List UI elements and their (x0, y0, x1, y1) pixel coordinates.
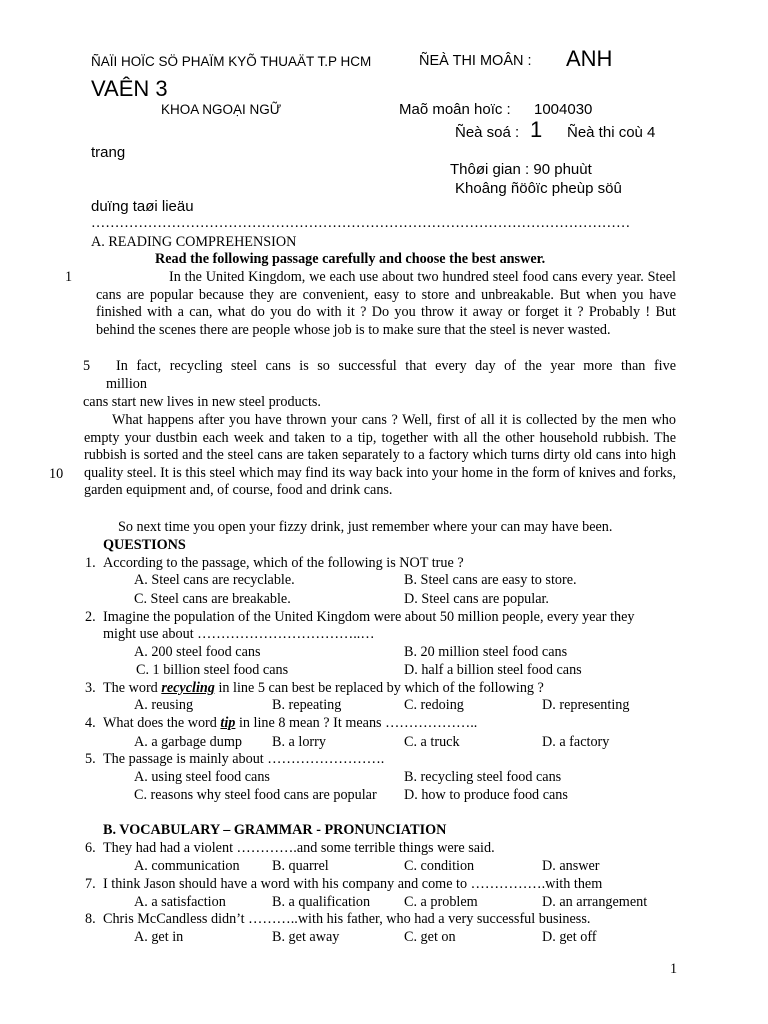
answer-option[interactable]: B. quarrel (272, 858, 329, 874)
answer-option[interactable]: C. condition (404, 858, 475, 874)
question-text-a: The word (103, 680, 162, 696)
pages-label: Ñeà thi coù 4 (567, 124, 656, 141)
line-number-5: 5 (83, 358, 91, 374)
answer-option[interactable]: A. a satisfaction (134, 894, 226, 910)
answer-option[interactable]: B. recycling steel food cans (404, 769, 562, 785)
exam-subject: ANH (566, 46, 613, 71)
passage-paragraph-1: In the United Kingdom, we each use about two hundred steel food cans every year. Steel cans are popular because they are convenient, easy to store and unbreakable. But when you have finished with a can, what do you do with it ? Do you throw it away or forget it ? Probably ! But behind the scenes there are people whose job is to make sure that the steel is never wasted. (96, 269, 676, 338)
answer-option[interactable]: D. half a billion steel food cans (404, 662, 582, 678)
exam-number: 1 (530, 117, 543, 142)
question-number: 4. (85, 715, 96, 731)
passage-paragraph-4: So next time you open your fizzy drink, just remember where your can may have been. (118, 519, 613, 535)
answer-option[interactable]: C. 1 billion steel food cans (136, 662, 289, 678)
question-number: 7. (85, 876, 96, 892)
answer-option[interactable]: D. an arrangement (542, 894, 648, 910)
answer-option[interactable]: C. a truck (404, 734, 460, 750)
question-text: I think Jason should have a word with his company and come to …………….with them (103, 876, 603, 892)
question-number: 1. (85, 555, 96, 571)
answer-option[interactable]: C. get on (404, 929, 456, 945)
passage-paragraph-2a: In fact, recycling steel cans is so successful that every day of the year more than five (116, 358, 676, 374)
answer-option[interactable]: C. a problem (404, 894, 478, 910)
question-text: Chris McCandless didn’t ………..with his father, who had a very successful business. (103, 911, 591, 927)
answer-option[interactable]: B. a lorry (272, 734, 326, 750)
section-a-instruction: Read the following passage carefully and choose the best answer. (155, 251, 546, 267)
question-text (103, 715, 477, 733)
line-number-1: 1 (65, 269, 73, 285)
question-text: According to the passage, which of the following is NOT true ? (103, 555, 464, 571)
answer-option[interactable]: C. redoing (404, 697, 464, 713)
keyword: recycling (161, 680, 215, 696)
keyword: tip (220, 715, 236, 731)
question-text-c: in line 8 mean ? It means ……………….. (235, 715, 478, 731)
question-number: 6. (85, 840, 96, 856)
answer-option[interactable]: C. Steel cans are breakable. (134, 591, 291, 607)
section-b-title: B. VOCABULARY – GRAMMAR - PRONUNCIATION (103, 822, 447, 838)
answer-option[interactable]: A. a garbage dump (134, 734, 242, 750)
question-number: 3. (85, 680, 96, 696)
question-number: 2. (85, 609, 96, 625)
passage-paragraph-3: What happens after you have thrown your cans ? Well, first of all it is collected by the men who empty your dustbin each week and taken to a tip, together with all the other household rubbish. The rubbish is sorted and the steel cans are taken separately to a factory which turns dirty old cans into high quality steel. It is this steel which may find its way back into your home in the form of knives and forks, garden equipment and, of course, food and drink cans. (84, 412, 676, 499)
school-name: ÑAÏI HOÏC SÖ PHAÏM KYÕ THUAÄT T.P HCM (91, 54, 372, 69)
passage-paragraph-2c: cans start new lives in new steel products. (83, 394, 321, 410)
answer-option[interactable]: C. reasons why steel food cans are popular (134, 787, 377, 803)
question-number: 5. (85, 751, 96, 767)
answer-option[interactable]: B. 20 million steel food cans (404, 644, 568, 660)
question-text: Imagine the population of the United Kingdom were about 50 million people, every year they (103, 609, 635, 625)
answer-option[interactable]: B. get away (272, 929, 340, 945)
line-number-10: 10 (49, 466, 64, 482)
question-text-a: What does the word (103, 715, 221, 731)
question-text-c: in line 5 can best be replaced by which of the following ? (214, 680, 544, 696)
answer-option[interactable]: D. Steel cans are popular. (404, 591, 549, 607)
answer-option[interactable]: D. a factory (542, 734, 610, 750)
answer-option[interactable]: D. answer (542, 858, 600, 874)
course-code: 1004030 (534, 101, 593, 118)
answer-option[interactable]: A. reusing (134, 697, 194, 713)
questions-title: QUESTIONS (103, 537, 186, 553)
question-text: They had had a violent ………….and some terrible things were said. (103, 840, 495, 856)
answer-option[interactable]: A. 200 steel food cans (134, 644, 261, 660)
answer-option[interactable]: D. get off (542, 929, 597, 945)
divider-dots: …………………………………………………………………………………………………… (91, 215, 631, 231)
question-text (103, 680, 544, 698)
question-number: 8. (85, 911, 96, 927)
exam-title-prefix: ÑEÀ THI MOÂN : (419, 53, 532, 69)
section-a-title: A. READING COMPREHENSION (91, 234, 297, 250)
exam-time: Thôøi gian : 90 phuùt (450, 161, 592, 178)
exam-subject-line2: VAÊN 3 (91, 76, 168, 101)
answer-option[interactable]: A. using steel food cans (134, 769, 270, 785)
materials-note-2: duïng taøi lieäu (91, 198, 194, 215)
exam-number-label: Ñeà soá : (455, 124, 520, 141)
page-number: 1 (670, 961, 678, 977)
answer-option[interactable]: B. repeating (272, 697, 342, 713)
course-code-label: Maõ moân hoïc : (399, 101, 511, 118)
pages-word: trang (91, 144, 126, 161)
answer-option[interactable]: A. get in (134, 929, 184, 945)
question-text-cont: might use about ……………………………..… (103, 626, 375, 642)
answer-option[interactable]: A. communication (134, 858, 240, 874)
answer-option[interactable]: D. representing (542, 697, 630, 713)
answer-option[interactable]: B. a qualification (272, 894, 371, 910)
passage-paragraph-2b: million (106, 376, 147, 392)
answer-option[interactable]: A. Steel cans are recyclable. (134, 572, 295, 588)
faculty-name: KHOA NGOẠI NGỮ (161, 102, 282, 117)
materials-note-1: Khoâng ñöôïc pheùp söû (455, 180, 622, 197)
question-text: The passage is mainly about ……………………. (103, 751, 385, 767)
answer-option[interactable]: D. how to produce food cans (404, 787, 568, 803)
answer-option[interactable]: B. Steel cans are easy to store. (404, 572, 577, 588)
